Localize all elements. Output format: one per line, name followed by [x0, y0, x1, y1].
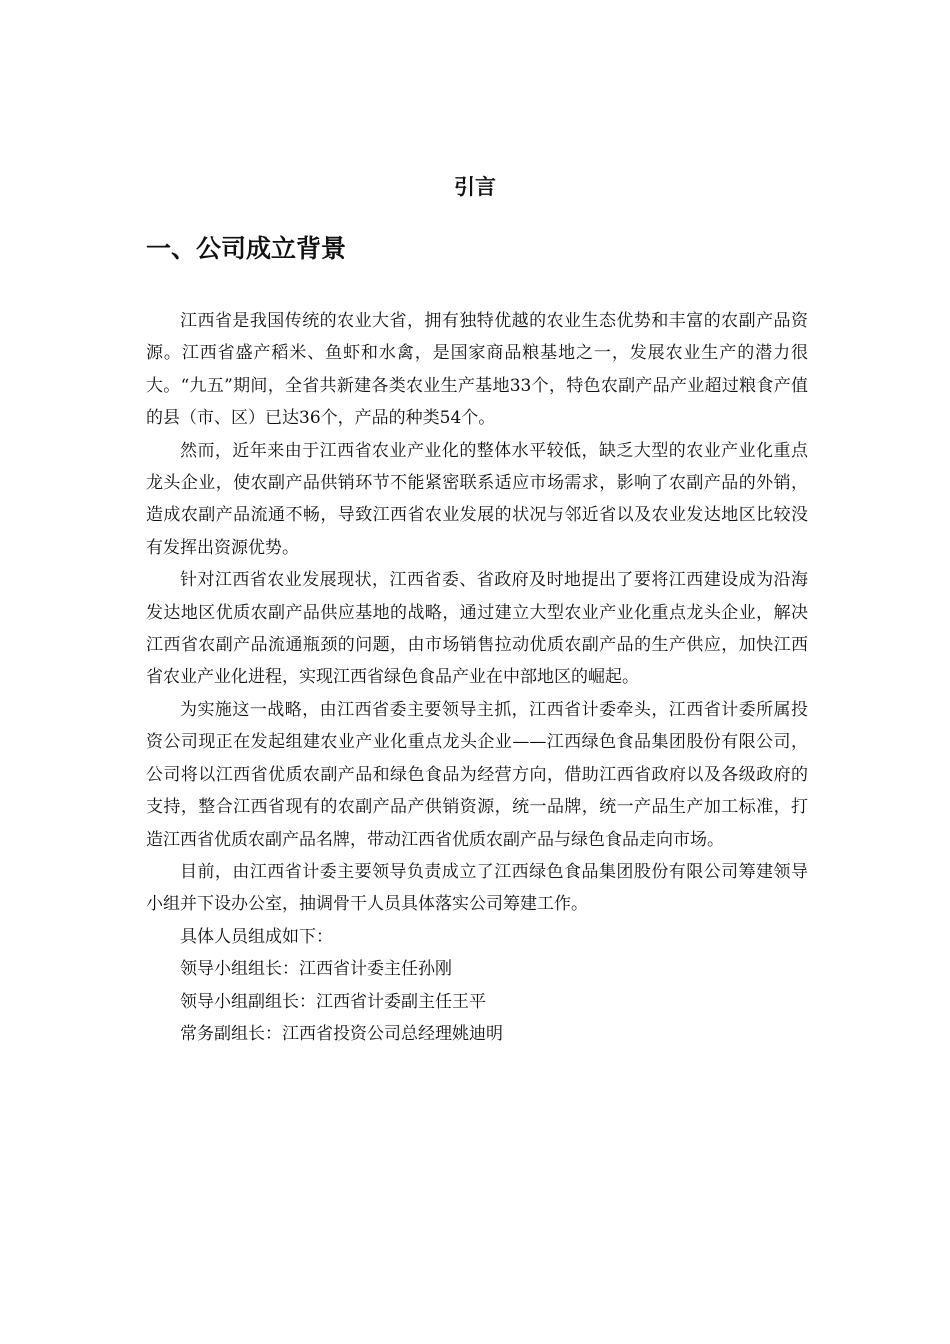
staff-list-item: 常务副组长：江西省投资公司总经理姚迪明: [180, 1023, 503, 1044]
staff-list-item: 领导小组组长：江西省计委主任孙刚: [180, 959, 452, 980]
body-paragraph: 为实施这一战略，由江西省委主要领导主抓，江西省计委牵头，江西省计委所属投资公司现正在发起组建农业产业化重点龙头企业——江西绿色食品集团股份有限公司，公司将以江西省优质农副产品和绿色食品为经营方向，借助江西省政府以及各级政府的支持，整合江西省现有的农副产品产供销资源，统一品牌，统一产品生产加工标准，打造江西省优质农副产品名牌，带动江西省优质农副产品与绿色食品走向市场。: [146, 699, 808, 850]
document-body: [146, 305, 808, 1050]
document-title: 引言: [454, 175, 496, 199]
body-paragraph: 江西省是我国传统的农业大省，拥有独特优越的农业生态优势和丰富的农副产品资源。江西省盛产稻米、鱼虾和水禽，是国家商品粮基地之一，发展农业生产的潜力很大。“九五”期间，全省共新建各类农业生产基地33个，特色农副产品产业超过粮食产值的县（市、区）已达36个，产品的种类54个。: [146, 311, 808, 429]
body-paragraph: 目前，由江西省计委主要领导负责成立了江西绿色食品集团股份有限公司筹建领导小组并下设办公室，抽调骨干人员具体落实公司筹建工作。: [146, 861, 808, 915]
body-paragraph: 针对江西省农业发展现状，江西省委、省政府及时地提出了要将江西建设成为沿海发达地区优质农副产品供应基地的战略，通过建立大型农业产业化重点龙头企业，解决江西省农副产品流通瓶颈的问题，由市场销售拉动优质农副产品的生产供应，加快江西省农业产业化进程，实现江西省绿色食品产业在中部地区的崛起。: [146, 570, 808, 688]
staff-list-item: 领导小组副组长：江西省计委副主任王平: [180, 991, 486, 1012]
section-heading: 一、公司成立背景: [146, 234, 347, 263]
staff-list-intro: 具体人员组成如下：: [180, 926, 333, 947]
body-paragraph: 然而，近年来由于江西省农业产业化的整体水平较低，缺乏大型的农业产业化重点龙头企业，使农副产品供销环节不能紧密联系适应市场需求，影响了农副产品的外销，造成农副产品流通不畅，导致江西省农业发展的状况与邻近省以及农业发达地区比较没有发挥出资源优势。: [146, 440, 808, 558]
